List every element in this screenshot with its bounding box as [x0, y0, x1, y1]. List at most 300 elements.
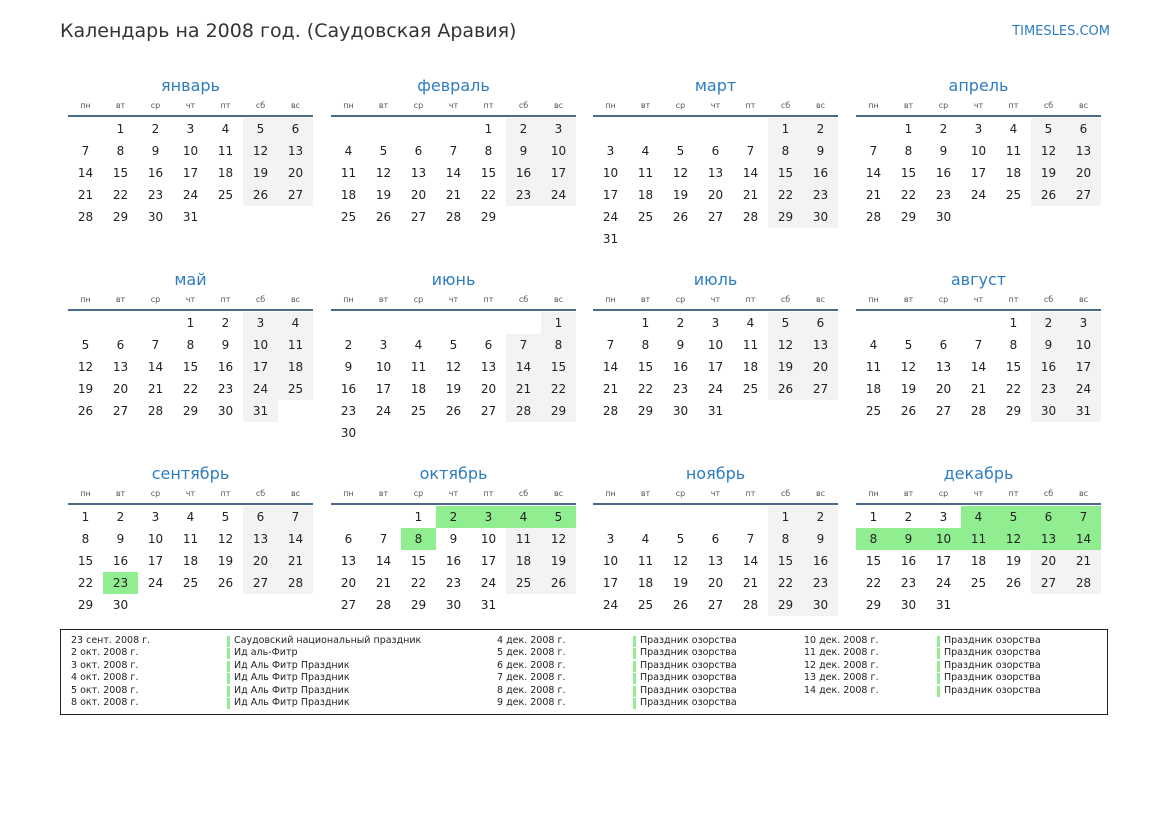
day-cell: 17: [182, 166, 199, 180]
day-cell: 22: [541, 378, 576, 400]
day-cell: 9: [344, 360, 353, 374]
day-cell: 26: [541, 572, 576, 594]
day-cell: 24: [375, 404, 392, 418]
day-cell: 26: [1005, 576, 1022, 590]
legend-holiday-name: Праздник озорства: [640, 635, 737, 646]
day-cell: 28: [375, 598, 392, 612]
holiday-day-cell: 13: [1031, 528, 1066, 550]
day-cell: 20: [803, 356, 838, 378]
weekday-label: сб: [780, 295, 791, 304]
day-cell: 23: [506, 184, 541, 206]
day-cell: 13: [1066, 140, 1101, 162]
weekday-label: ср: [675, 489, 686, 498]
day-cell: 16: [112, 554, 129, 568]
day-cell: 25: [410, 404, 427, 418]
legend-entry: [497, 685, 797, 697]
day-cell: 21: [506, 378, 541, 400]
month-divider: [593, 115, 838, 117]
day-cell: 2: [939, 122, 948, 136]
day-cell: 26: [77, 404, 94, 418]
day-cell: 9: [151, 144, 160, 158]
day-cell: 26: [672, 598, 689, 612]
legend-holiday-name: Ид Аль Фитр Праздник: [234, 672, 350, 684]
day-cell: 27: [410, 210, 427, 224]
holiday-day-cell: 9: [891, 528, 926, 550]
day-cell: 29: [1005, 404, 1022, 418]
day-cell: 15: [768, 550, 803, 572]
day-cell: 5: [243, 118, 278, 140]
holiday-marker-icon: [937, 661, 940, 672]
day-cell: 28: [602, 404, 619, 418]
day-cell: 7: [506, 334, 541, 356]
legend-holiday-name: Праздник озорства: [944, 684, 1041, 696]
legend-holiday-name: Ид Аль Фитр Праздник: [234, 659, 350, 671]
day-cell: 30: [803, 594, 838, 616]
weekday-label: чт: [185, 489, 196, 498]
day-cell: 15: [637, 360, 654, 374]
day-cell: 18: [182, 554, 199, 568]
day-cell: 2: [904, 510, 913, 524]
day-cell: 24: [707, 382, 724, 396]
legend-entry: [71, 635, 422, 647]
day-cell: 14: [278, 528, 313, 550]
day-cell: 7: [746, 532, 755, 546]
day-cell: 20: [935, 382, 952, 396]
month-divider: [593, 503, 838, 505]
month-calendar: [331, 269, 576, 459]
day-cell: 15: [1005, 360, 1022, 374]
day-cell: 16: [445, 554, 462, 568]
day-cell: 14: [865, 166, 882, 180]
weekday-label: ср: [150, 101, 161, 110]
weekday-label: сб: [1043, 489, 1054, 498]
day-cell: 10: [182, 144, 199, 158]
day-cell: 12: [672, 166, 689, 180]
weekday-label: сб: [1043, 295, 1054, 304]
day-cell: 12: [1031, 140, 1066, 162]
legend-entry: [804, 660, 1104, 672]
weekday-label: ср: [413, 489, 424, 498]
legend-date: 9 дек. 2008 г.: [497, 697, 566, 708]
holiday-day-cell: 11: [961, 528, 996, 550]
day-cell: 22: [112, 188, 129, 202]
day-cell: 20: [278, 162, 313, 184]
legend-holiday-name: Праздник озорства: [944, 659, 1041, 671]
day-cell: 27: [243, 572, 278, 594]
day-cell: 7: [278, 506, 313, 528]
legend-holiday-name: Ид Аль Фитр Праздник: [234, 697, 350, 708]
day-cell: 18: [970, 554, 987, 568]
holiday-marker-icon: [227, 673, 230, 684]
day-cell: 21: [278, 550, 313, 572]
weekday-label: чт: [973, 101, 984, 110]
day-cell: 3: [974, 122, 983, 136]
weekday-header: [331, 294, 576, 306]
day-cell: 11: [217, 144, 234, 158]
legend-entry: [497, 697, 797, 709]
day-cell: 26: [672, 210, 689, 224]
day-cell: 4: [221, 122, 230, 136]
weekday-label: сб: [780, 101, 791, 110]
day-cell: 11: [506, 528, 541, 550]
day-cell: 14: [506, 356, 541, 378]
day-cell: 21: [375, 576, 392, 590]
day-cell: 18: [278, 356, 313, 378]
weekday-label: чт: [185, 101, 196, 110]
day-cell: 20: [1031, 550, 1066, 572]
day-cell: 11: [278, 334, 313, 356]
day-cell: 16: [803, 550, 838, 572]
day-cell: 9: [939, 144, 948, 158]
legend-holiday-name: Саудовский национальный праздник: [234, 635, 422, 646]
day-cell: 4: [641, 144, 650, 158]
legend-holiday-name: Праздник озорства: [640, 684, 737, 696]
holiday-marker-icon: [227, 686, 230, 697]
day-cell: 19: [1031, 162, 1066, 184]
weekday-header: [593, 294, 838, 306]
day-cell: 13: [935, 360, 952, 374]
day-cell: 30: [445, 598, 462, 612]
day-cell: 25: [970, 576, 987, 590]
day-cell: 19: [243, 162, 278, 184]
day-cell: 29: [410, 598, 427, 612]
day-cell: 25: [217, 188, 234, 202]
day-cell: 1: [541, 312, 576, 334]
legend-entry: [804, 635, 1104, 647]
day-cell: 19: [768, 356, 803, 378]
day-cell: 2: [803, 118, 838, 140]
day-cell: 12: [217, 532, 234, 546]
weekday-label: чт: [710, 295, 721, 304]
day-cell: 21: [602, 382, 619, 396]
weekday-label: пт: [483, 295, 494, 304]
day-cell: 29: [480, 210, 497, 224]
day-cell: 19: [672, 576, 689, 590]
month-divider: [331, 309, 576, 311]
weekday-label: вс: [290, 489, 301, 498]
day-cell: 17: [970, 166, 987, 180]
day-cell: 18: [217, 166, 234, 180]
weekday-header: [593, 100, 838, 112]
holiday-marker-icon: [633, 698, 636, 709]
day-cell: 13: [112, 360, 129, 374]
day-cell: 5: [676, 532, 685, 546]
day-cell: 21: [865, 188, 882, 202]
holiday-marker-icon: [227, 648, 230, 659]
day-cell: 17: [375, 382, 392, 396]
weekday-label: вс: [553, 101, 564, 110]
weekday-label: вс: [553, 489, 564, 498]
weekday-label: пн: [868, 101, 879, 110]
legend-holiday-name: Праздник озорства: [640, 672, 737, 684]
legend-entry: [497, 672, 797, 684]
day-cell: 16: [672, 360, 689, 374]
legend-date: 11 дек. 2008 г.: [804, 647, 879, 659]
day-cell: 7: [746, 144, 755, 158]
weekday-header: [331, 488, 576, 500]
day-cell: 22: [410, 576, 427, 590]
legend-holiday-name: Праздник озорства: [944, 672, 1041, 684]
day-cell: 31: [243, 400, 278, 422]
legend-date: 14 дек. 2008 г.: [804, 684, 879, 696]
month-name: апрель: [948, 76, 1009, 95]
day-cell: 24: [182, 188, 199, 202]
weekday-label: вт: [115, 489, 126, 498]
weekday-label: вт: [378, 101, 389, 110]
month-divider: [856, 309, 1101, 311]
day-cell: 28: [278, 572, 313, 594]
day-cell: 1: [484, 122, 493, 136]
day-cell: 20: [410, 188, 427, 202]
day-cell: 12: [672, 554, 689, 568]
weekday-label: пт: [1008, 101, 1019, 110]
legend-holiday-name: Праздник озорства: [944, 647, 1041, 659]
weekday-label: ср: [150, 489, 161, 498]
day-cell: 10: [1066, 334, 1101, 356]
day-cell: 29: [541, 400, 576, 422]
day-cell: 18: [410, 382, 427, 396]
holiday-day-cell: 8: [856, 528, 891, 550]
day-cell: 4: [746, 316, 755, 330]
day-cell: 27: [935, 404, 952, 418]
weekday-label: пн: [80, 101, 91, 110]
month-name: ноябрь: [685, 464, 746, 483]
weekday-label: вс: [290, 101, 301, 110]
day-cell: 26: [900, 404, 917, 418]
day-cell: 27: [480, 404, 497, 418]
legend-date: 7 дек. 2008 г.: [497, 672, 566, 684]
day-cell: 29: [112, 210, 129, 224]
day-cell: 29: [182, 404, 199, 418]
weekday-label: пн: [605, 489, 616, 498]
day-cell: 9: [803, 528, 838, 550]
site-link[interactable]: TIMESLES.COM: [1012, 24, 1110, 39]
day-cell: 3: [939, 510, 948, 524]
day-cell: 17: [147, 554, 164, 568]
day-cell: 25: [637, 210, 654, 224]
day-cell: 7: [606, 338, 615, 352]
day-cell: 2: [344, 338, 353, 352]
weekday-label: вт: [640, 101, 651, 110]
day-cell: 20: [480, 382, 497, 396]
day-cell: 13: [278, 140, 313, 162]
holiday-day-cell: 6: [1031, 506, 1066, 528]
day-cell: 6: [484, 338, 493, 352]
day-cell: 13: [340, 554, 357, 568]
weekday-label: ср: [938, 489, 949, 498]
weekday-label: вт: [640, 295, 651, 304]
day-cell: 26: [243, 184, 278, 206]
day-cell: 5: [676, 144, 685, 158]
day-cell: 9: [676, 338, 685, 352]
month-divider: [856, 115, 1101, 117]
holiday-day-cell: 5: [541, 506, 576, 528]
holiday-marker-icon: [227, 698, 230, 709]
day-cell: 16: [147, 166, 164, 180]
day-cell: 19: [1005, 554, 1022, 568]
month-divider: [856, 503, 1101, 505]
day-cell: 4: [641, 532, 650, 546]
day-cell: 8: [1009, 338, 1018, 352]
weekday-label: вс: [815, 101, 826, 110]
day-cell: 13: [243, 528, 278, 550]
day-cell: 6: [803, 312, 838, 334]
holiday-day-cell: 14: [1066, 528, 1101, 550]
day-cell: 1: [81, 510, 90, 524]
day-cell: 22: [900, 188, 917, 202]
day-cell: 1: [1009, 316, 1018, 330]
weekday-label: чт: [185, 295, 196, 304]
day-cell: 23: [803, 572, 838, 594]
legend-entry: [71, 697, 371, 709]
day-cell: 31: [480, 598, 497, 612]
day-cell: 3: [606, 532, 615, 546]
weekday-label: пн: [80, 489, 91, 498]
day-cell: 24: [480, 576, 497, 590]
legend-holiday-name: Ид аль-Фитр: [234, 647, 298, 659]
holiday-legend: [60, 629, 1108, 715]
day-cell: 1: [904, 122, 913, 136]
holiday-marker-icon: [227, 661, 230, 672]
day-cell: 14: [77, 166, 94, 180]
legend-entry: [71, 660, 371, 672]
holiday-day-cell: 3: [471, 506, 506, 528]
weekday-label: чт: [710, 489, 721, 498]
day-cell: 4: [1009, 122, 1018, 136]
legend-holiday-name: Праздник озорства: [640, 647, 737, 659]
day-cell: 17: [480, 554, 497, 568]
day-cell: 17: [707, 360, 724, 374]
day-cell: 29: [865, 598, 882, 612]
holiday-day-cell: 4: [506, 506, 541, 528]
day-cell: 7: [869, 144, 878, 158]
day-cell: 11: [340, 166, 357, 180]
weekday-label: ср: [675, 101, 686, 110]
weekday-label: сб: [1043, 101, 1054, 110]
day-cell: 27: [707, 210, 724, 224]
weekday-label: чт: [448, 489, 459, 498]
day-cell: 3: [711, 316, 720, 330]
day-cell: 4: [344, 144, 353, 158]
legend-entry: [71, 672, 371, 684]
day-cell: 23: [340, 404, 357, 418]
weekday-label: пн: [343, 101, 354, 110]
month-name: март: [694, 76, 737, 95]
weekday-label: сб: [255, 295, 266, 304]
holiday-marker-icon: [633, 636, 636, 647]
day-cell: 10: [602, 554, 619, 568]
day-cell: 10: [480, 532, 497, 546]
day-cell: 22: [1005, 382, 1022, 396]
day-cell: 5: [449, 338, 458, 352]
day-cell: 6: [243, 506, 278, 528]
weekday-label: пн: [868, 489, 879, 498]
day-cell: 10: [602, 166, 619, 180]
day-cell: 1: [414, 510, 423, 524]
day-cell: 14: [602, 360, 619, 374]
day-cell: 7: [974, 338, 983, 352]
legend-entry: [804, 647, 1104, 659]
weekday-label: пн: [80, 295, 91, 304]
day-cell: 18: [865, 382, 882, 396]
month-divider: [331, 503, 576, 505]
day-cell: 26: [445, 404, 462, 418]
month-divider: [593, 309, 838, 311]
holiday-day-cell: 10: [926, 528, 961, 550]
day-cell: 19: [900, 382, 917, 396]
day-cell: 1: [869, 510, 878, 524]
weekday-label: сб: [255, 101, 266, 110]
day-cell: 7: [151, 338, 160, 352]
holiday-day-cell: 4: [961, 506, 996, 528]
day-cell: 22: [865, 576, 882, 590]
day-cell: 7: [379, 532, 388, 546]
day-cell: 21: [147, 382, 164, 396]
month-name: сентябрь: [151, 464, 230, 483]
legend-entry: [71, 647, 371, 659]
day-cell: 25: [182, 576, 199, 590]
day-cell: 9: [506, 140, 541, 162]
weekday-label: пн: [343, 489, 354, 498]
weekday-label: ср: [938, 101, 949, 110]
weekday-label: пт: [745, 489, 756, 498]
day-cell: 19: [375, 188, 392, 202]
day-cell: 24: [935, 576, 952, 590]
day-cell: 8: [541, 334, 576, 356]
holiday-day-cell: 23: [103, 572, 138, 594]
day-cell: 12: [541, 528, 576, 550]
weekday-label: пт: [483, 101, 494, 110]
day-cell: 26: [375, 210, 392, 224]
day-cell: 9: [116, 532, 125, 546]
day-cell: 15: [410, 554, 427, 568]
day-cell: 30: [900, 598, 917, 612]
day-cell: 22: [637, 382, 654, 396]
day-cell: 3: [243, 312, 278, 334]
holiday-marker-icon: [937, 686, 940, 697]
day-cell: 15: [112, 166, 129, 180]
legend-date: 6 дек. 2008 г.: [497, 659, 566, 671]
day-cell: 9: [449, 532, 458, 546]
day-cell: 1: [186, 316, 195, 330]
holiday-marker-icon: [227, 636, 230, 647]
day-cell: 10: [375, 360, 392, 374]
weekday-label: вс: [1078, 101, 1089, 110]
holiday-day-cell: 5: [996, 506, 1031, 528]
day-cell: 6: [344, 532, 353, 546]
day-cell: 28: [1066, 572, 1101, 594]
holiday-marker-icon: [633, 648, 636, 659]
day-cell: 20: [243, 550, 278, 572]
day-cell: 20: [112, 382, 129, 396]
day-cell: 24: [541, 184, 576, 206]
day-cell: 27: [707, 598, 724, 612]
day-cell: 10: [147, 532, 164, 546]
day-cell: 16: [340, 382, 357, 396]
day-cell: 9: [803, 140, 838, 162]
day-cell: 26: [217, 576, 234, 590]
weekday-header: [331, 100, 576, 112]
day-cell: 28: [865, 210, 882, 224]
day-cell: 17: [243, 356, 278, 378]
day-cell: 18: [340, 188, 357, 202]
day-cell: 5: [904, 338, 913, 352]
day-cell: 14: [970, 360, 987, 374]
day-cell: 17: [541, 162, 576, 184]
day-cell: 18: [742, 360, 759, 374]
day-cell: 8: [768, 528, 803, 550]
day-cell: 26: [1031, 184, 1066, 206]
